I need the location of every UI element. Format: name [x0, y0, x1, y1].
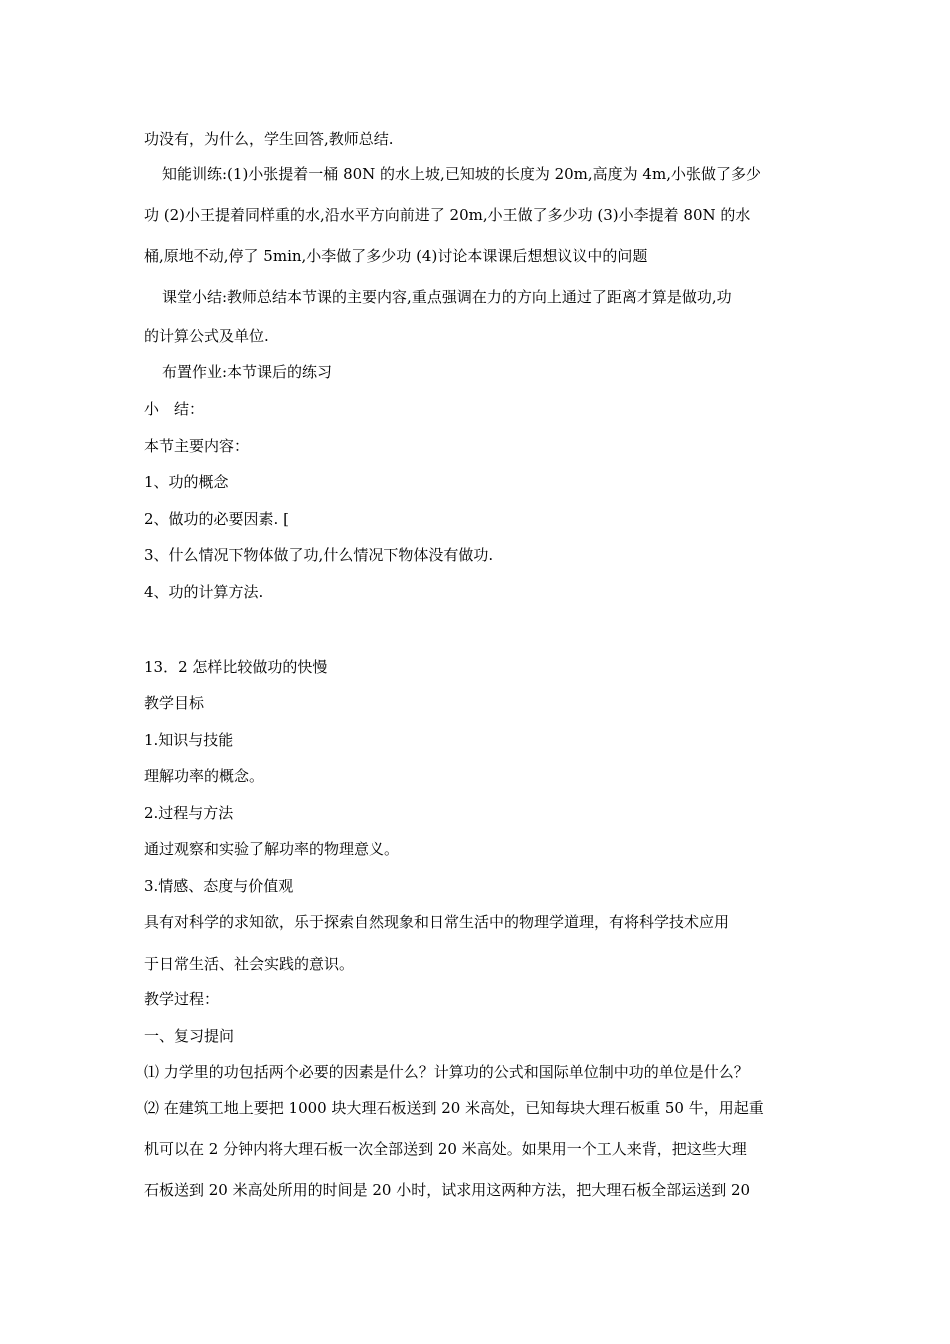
- text-line-7: 布置作业:本节课后的练习: [162, 363, 333, 381]
- text-line-8: 小 结：: [144, 400, 205, 418]
- text-line-9: 本节主要内容：: [144, 437, 250, 455]
- text-line-27: 机可以在 2 分钟内将大理石板一次全部送到 20 米高处。如果用一个工人来背，把这些大理: [144, 1140, 747, 1158]
- text-line-6: 的计算公式及单位.: [144, 327, 269, 345]
- text-line-15: 教学目标: [144, 694, 205, 712]
- text-line-1: 功没有，为什么，学生回答,教师总结.: [144, 130, 394, 148]
- text-line-5: 课堂小结:教师总结本节课的主要内容,重点强调在力的方向上通过了距离才算是做功,功: [162, 288, 732, 306]
- text-line-4: 桶,原地不动,停了 5min,小李做了多少功 (4)讨论本课课后想想议议中的问题: [144, 247, 648, 265]
- text-line-25: ⑴ 力学里的功包括两个必要的因素是什么？计算功的公式和国际单位制中功的单位是什么？: [144, 1063, 749, 1081]
- section-heading: 13．2 怎样比较做功的快慢: [144, 658, 328, 676]
- text-line-22: 于日常生活、社会实践的意识。: [144, 955, 355, 973]
- text-line-17: 理解功率的概念。: [144, 767, 265, 785]
- text-line-11: 2、做功的必要因素. [: [144, 510, 289, 528]
- text-line-3: 功 (2)小王提着同样重的水,沿水平方向前进了 20m,小王做了多少功 (3)小李提着 80N 的水: [144, 206, 751, 224]
- text-line-20: 3.情感、态度与价值观: [144, 877, 294, 895]
- text-line-16: 1.知识与技能: [144, 731, 234, 749]
- text-line-13: 4、功的计算方法.: [144, 583, 264, 601]
- text-line-2: 知能训练:(1)小张提着一桶 80N 的水上坡,已知坡的长度为 20m,高度为 4m,小张做了多少: [162, 165, 761, 183]
- text-line-24: 一、复习提问: [144, 1027, 235, 1045]
- text-line-23: 教学过程：: [144, 990, 220, 1008]
- text-line-26: ⑵ 在建筑工地上要把 1000 块大理石板送到 20 米高处，已知每块大理石板重 50 牛，用起重: [144, 1099, 764, 1117]
- text-line-18: 2.过程与方法: [144, 804, 234, 822]
- text-line-12: 3、什么情况下物体做了功,什么情况下物体没有做功.: [144, 546, 494, 564]
- text-line-19: 通过观察和实验了解功率的物理意义。: [144, 840, 400, 858]
- text-line-21: 具有对科学的求知欲，乐于探索自然现象和日常生活中的物理学道理，有将科学技术应用: [144, 913, 730, 931]
- text-line-28: 石板送到 20 米高处所用的时间是 20 小时，试求用这两种方法，把大理石板全部运送到 20: [144, 1181, 751, 1199]
- text-line-10: 1、功的概念: [144, 473, 229, 491]
